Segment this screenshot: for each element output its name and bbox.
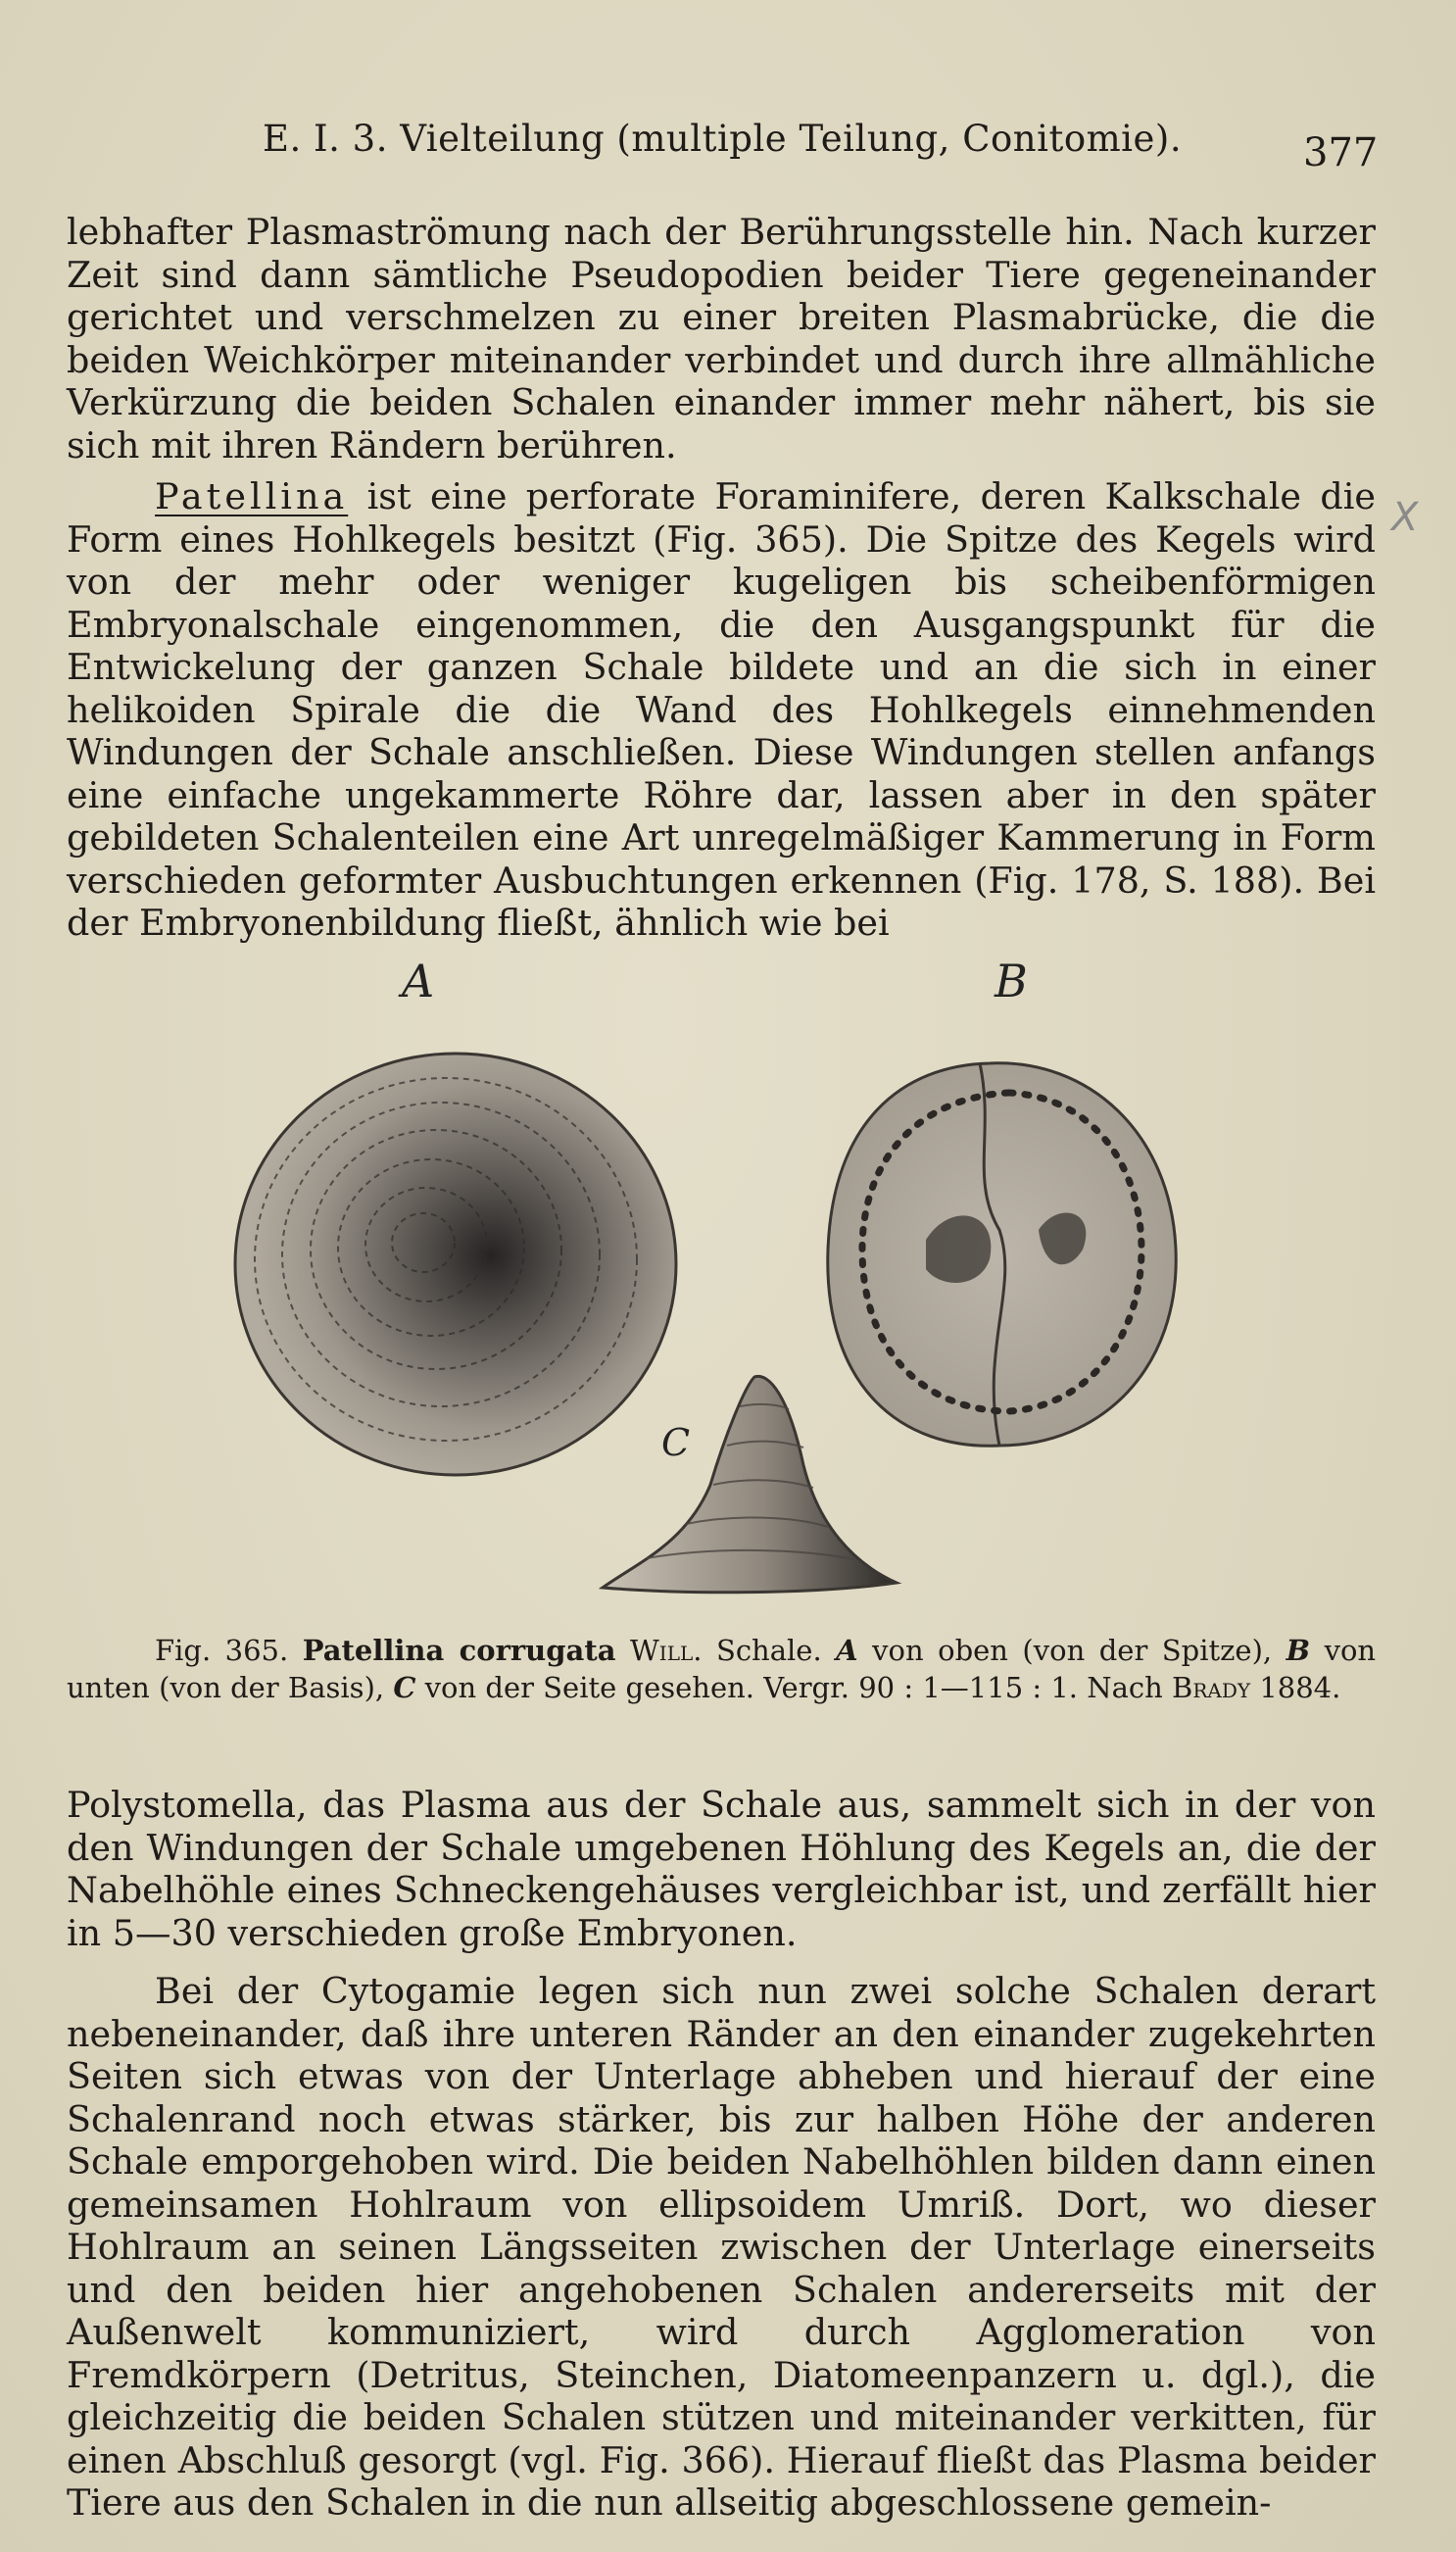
figure-label-a: A (402, 955, 435, 1007)
running-header: E. I. 3. Vielteilung (multiple Teilung, Conitomie). (263, 118, 1183, 160)
figure-365 (225, 936, 1205, 1622)
figure-label-c: C (661, 1421, 691, 1464)
caption-letter-c: C (393, 1671, 416, 1704)
caption-year: 1884. (1259, 1671, 1341, 1704)
paragraph-3-text: Polystomella, das Plasma aus der Schale aus, sammelt sich in der von den Windungen der Schale umgebenen Höhlung des Kegels an, die der Nabelhöhle eines Schneckengehäuses vergleichbar ist, und zerfällt hier in 5—30 verschieden große Embryonen. (67, 1784, 1376, 1954)
paragraph-2 (67, 475, 1376, 945)
caption-letter-a: A (836, 1634, 858, 1667)
caption-author: Will. (629, 1634, 703, 1667)
paragraph-1-text: lebhafter Plasmaströmung nach der Berührungsstelle hin. Nach kurzer Zeit sind dann sämtliche Pseudopodien beider Tiere gegeneinander gerichtet und verschmelzen zu einer breiten Plasmabrücke, die die beiden Weichkörper miteinander verbindet und durch ihre allmähliche Verkürzung die beiden Schalen einander immer mehr nähert, bis sie sich mit ihren Rändern berühren. (67, 211, 1376, 466)
caption-a-text: von oben (von der Spitze), (872, 1634, 1273, 1667)
shell-view-c (603, 1376, 897, 1592)
figure-label-b: B (995, 955, 1028, 1007)
caption-letter-b: B (1286, 1634, 1311, 1667)
paragraph-2-text (67, 475, 1376, 945)
paragraph-4 (67, 1970, 1376, 2525)
caption-species: Patellina corrugata (302, 1634, 616, 1667)
figure-365-drawing (225, 936, 1205, 1622)
caption-fig-number: Fig. 365. (155, 1634, 289, 1667)
margin-pencil-mark: X (1391, 495, 1419, 540)
caption-b-text: von unten (von der Basis), (67, 1634, 1377, 1704)
page-number: 377 (1303, 130, 1379, 175)
paragraph-1 (67, 211, 1376, 466)
shell-view-a (235, 1054, 676, 1475)
genus-name-patellina: Patellina (155, 475, 349, 517)
paragraph-3 (67, 1784, 1376, 1954)
caption-source: Brady (1172, 1671, 1251, 1704)
paragraph-4-text: Bei der Cytogamie legen sich nun zwei solche Schalen derart nebeneinander, daß ihre unteren Ränder an den einander zugekehrten Seiten sich etwas von der Unterlage abheben und hierauf der eine Schalenrand noch etwas stärker, bis zur halben Höhe der anderen Schale emporgehoben wird. Die beiden Nabelhöhlen bilden dann einen gemeinsamen Hohlraum von ellipsoidem Umriß. Dort, wo dieser Hohlraum an seinen Längsseiten zwischen der Unterlage einerseits und den beiden hier angehobenen Schalen andererseits mit der Außenwelt kommuniziert, wird durch Agglomeration von Fremdkörpern (Detritus, Steinchen, Diatomeenpanzern u. dgl.), die gleichzeitig die beiden Schalen stützen und miteinander verkitten, für einen Abschluß gesorgt (vgl. Fig. 366). Hierauf fließt das Plasma beider Tiere aus den Schalen in die nun allseitig abgeschlossene gemein- (67, 1970, 1376, 2524)
figure-caption (67, 1632, 1376, 1706)
paragraph-2-body: ist eine perforate Foraminifere, deren Kalkschale die Form eines Hohlkegels besitzt (Fig. 365). Die Spitze des Kegels wird von der mehr oder weniger kugeligen bis scheibenförmigen Embryonalschale eingenommen, die den Ausgangspunkt für die Entwickelung der ganzen Schale bildete und an die sich in einer helikoiden Spirale die die Wand des Hohlkegels einnehmenden Windungen der Schale anschließen. Diese Windungen stellen anfangs eine einfache ungekammerte Röhre dar, lassen aber in den später gebildeten Schalenteilen eine Art unregelmäßiger Kammerung in Form verschieden geformter Ausbuchtungen erkennen (Fig. 178, S. 188). Bei der Embryonenbildung fließt, ähnlich wie bei (67, 475, 1376, 944)
caption-c-text: von der Seite gesehen. Vergr. 90 : 1—115 : 1. Nach (424, 1671, 1163, 1704)
shell-view-b (828, 1063, 1176, 1447)
caption-part1: Schale. (715, 1634, 822, 1667)
